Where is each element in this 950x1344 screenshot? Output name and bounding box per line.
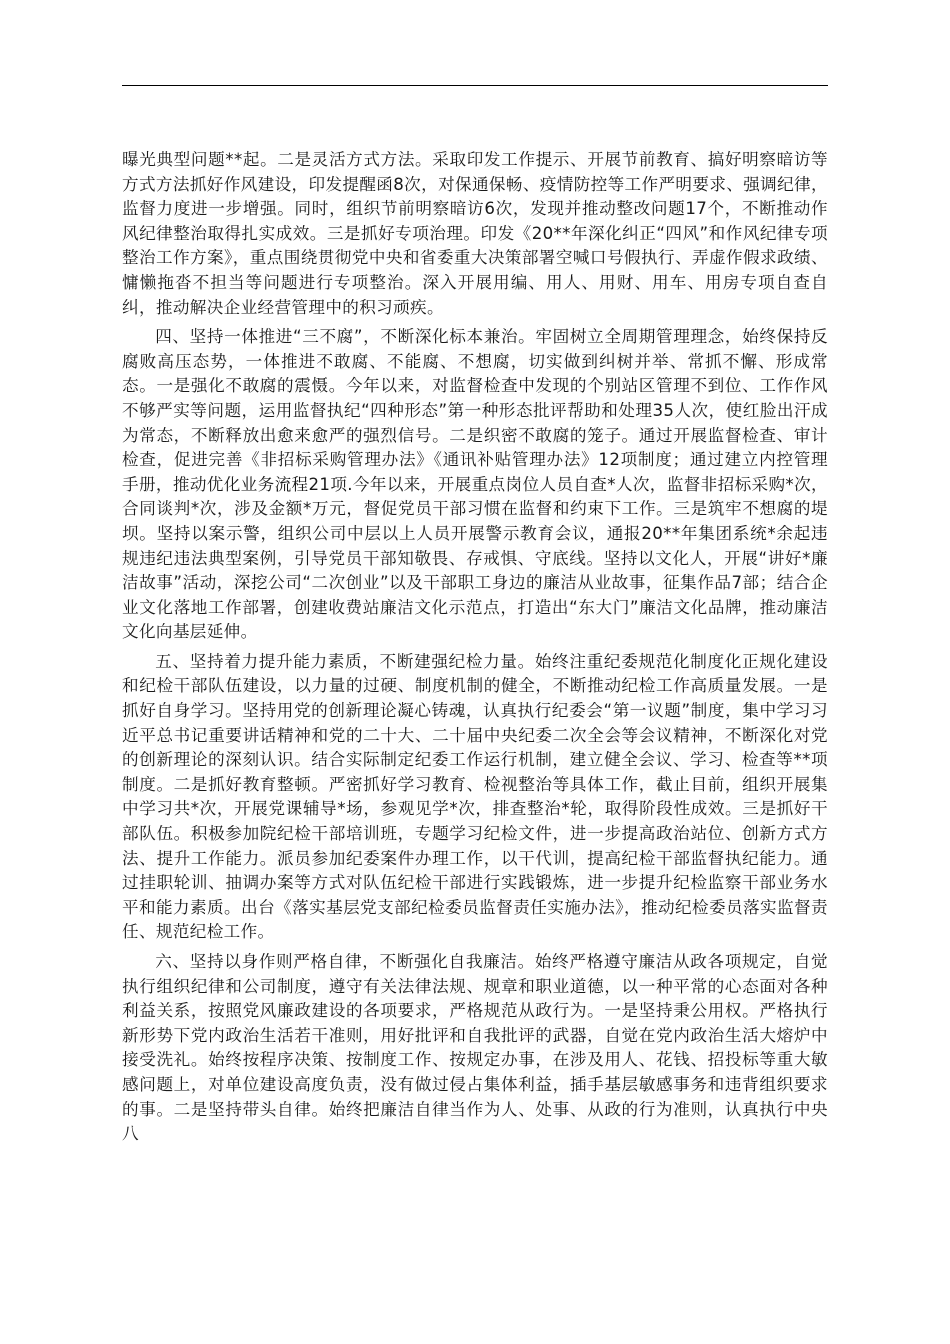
paragraph-section-6: 六、坚持以身作则严格自律，不断强化自我廉洁。始终严格遵守廉洁从政各项规定，自觉执行组织纪律和公司制度，遵守有关法律法规、规章和职业道德，以一种平常的心态面对各种利益关系，按照党风廉政建设的各项要求，严格规范从政行为。一是坚持秉公用权。严格执行新形势下党内政治生活若干准则，用好批评和自我批评的武器，自觉在党内政治生活大熔炉中接受洗礼。始终按程序决策、按制度工作、按规定办事，在涉及用人、花钱、招投标等重大敏感问题上，对单位建设高度负责，没有做过侵占集体利益，插手基层敏感事务和违背组织要求的事。二是坚持带头自律。始终把廉洁自律当作为人、处事、从政的行为准则，认真执行中央八	[122, 952, 828, 1144]
header-rule	[122, 85, 828, 86]
paragraph-continuation: 曝光典型问题**起。二是灵活方式方法。采取印发工作提示、开展节前教育、搞好明察暗访等方式方法抓好作风建设，印发提醒函8次，对保通保畅、疫情防控等工作严明要求、强调纪律，监督力度进一步增强。同时，组织节前明察暗访6次，发现并推动整改问题17个，不断推动作风纪律整治取得扎实成效。三是抓好专项治理。印发《20**年深化纠正“四风”和作风纪律专项整治工作方案》，重点围绕贯彻党中央和省委重大决策部署空喊口号假执行、弄虚作假求政绩、慵懒拖沓不担当等问题进行专项整治。深入开展用编、用人、用财、用车、用房专项自查自纠，推动解决企业经营管理中的积习顽疾。	[122, 150, 828, 317]
paragraph-section-4: 四、坚持一体推进“三不腐”，不断深化标本兼治。牢固树立全周期管理理念，始终保持反腐败高压态势，一体推进不敢腐、不能腐、不想腐，切实做到纠树并举、常抓不懈、形成常态。一是强化不敢腐的震慑。今年以来，对监督检查中发现的个别站区管理不到位、工作作风不够严实等问题，运用监督执纪“四种形态”第一种形态批评帮助和处理35人次，使红脸出汗成为常态，不断释放出愈来愈严的强烈信号。二是织密不敢腐的笼子。通过开展监督检查、审计检查，促进完善《非招标采购管理办法》《通讯补贴管理办法》12项制度；通过建立内控管理手册，推动优化业务流程21项.今年以来，开展重点岗位人员自查*人次，监督非招标采购*次，合同谈判*次，涉及金额*万元，督促党员干部习惯在监督和约束下工作。三是筑牢不想腐的堤坝。坚持以案示警，组织公司中层以上人员开展警示教育会议，通报20**年集团系统*余起违规违纪违法典型案例，引导党员干部知敬畏、存戒惧、守底线。坚持以文化人，开展“讲好*廉洁故事”活动，深挖公司“二次创业”以及干部职工身边的廉洁从业故事，征集作品7部；结合企业文化落地工作部署，创建收费站廉洁文化示范点，打造出“东大门”廉洁文化品牌，推动廉洁文化向基层延伸。	[122, 327, 828, 642]
document-body	[122, 148, 828, 1147]
paragraph-section-5: 五、坚持着力提升能力素质，不断建强纪检力量。始终注重纪委规范化制度化正规化建设和纪检干部队伍建设，以力量的过硬、制度机制的健全，不断推动纪检工作高质量发展。一是抓好自身学习。坚持用党的创新理论凝心铸魂，认真执行纪委会“第一议题”制度，集中学习习近平总书记重要讲话精神和党的二十大、二十届中央纪委二次全会等会议精神，不断深化对党的创新理论的深刻认识。结合实际制定纪委工作运行机制，建立健全会议、学习、检查等**项制度。二是抓好教育整顿。严密抓好学习教育、检视整治等具体工作，截止目前，组织开展集中学习共*次，开展党课辅导*场，参观见学*次，排查整治*轮，取得阶段性成效。三是抓好干部队伍。积极参加院纪检干部培训班，专题学习纪检文件，进一步提高政治站位、创新方式方法、提升工作能力。派员参加纪委案件办理工作，以干代训，提高纪检干部监督执纪能力。通过挂职轮训、抽调办案等方式对队伍纪检干部进行实践锻炼，进一步提升纪检监察干部业务水平和能力素质。出台《落实基层党支部纪检委员监督责任实施办法》，推动纪检委员落实监督责任、规范纪检工作。	[122, 651, 828, 942]
